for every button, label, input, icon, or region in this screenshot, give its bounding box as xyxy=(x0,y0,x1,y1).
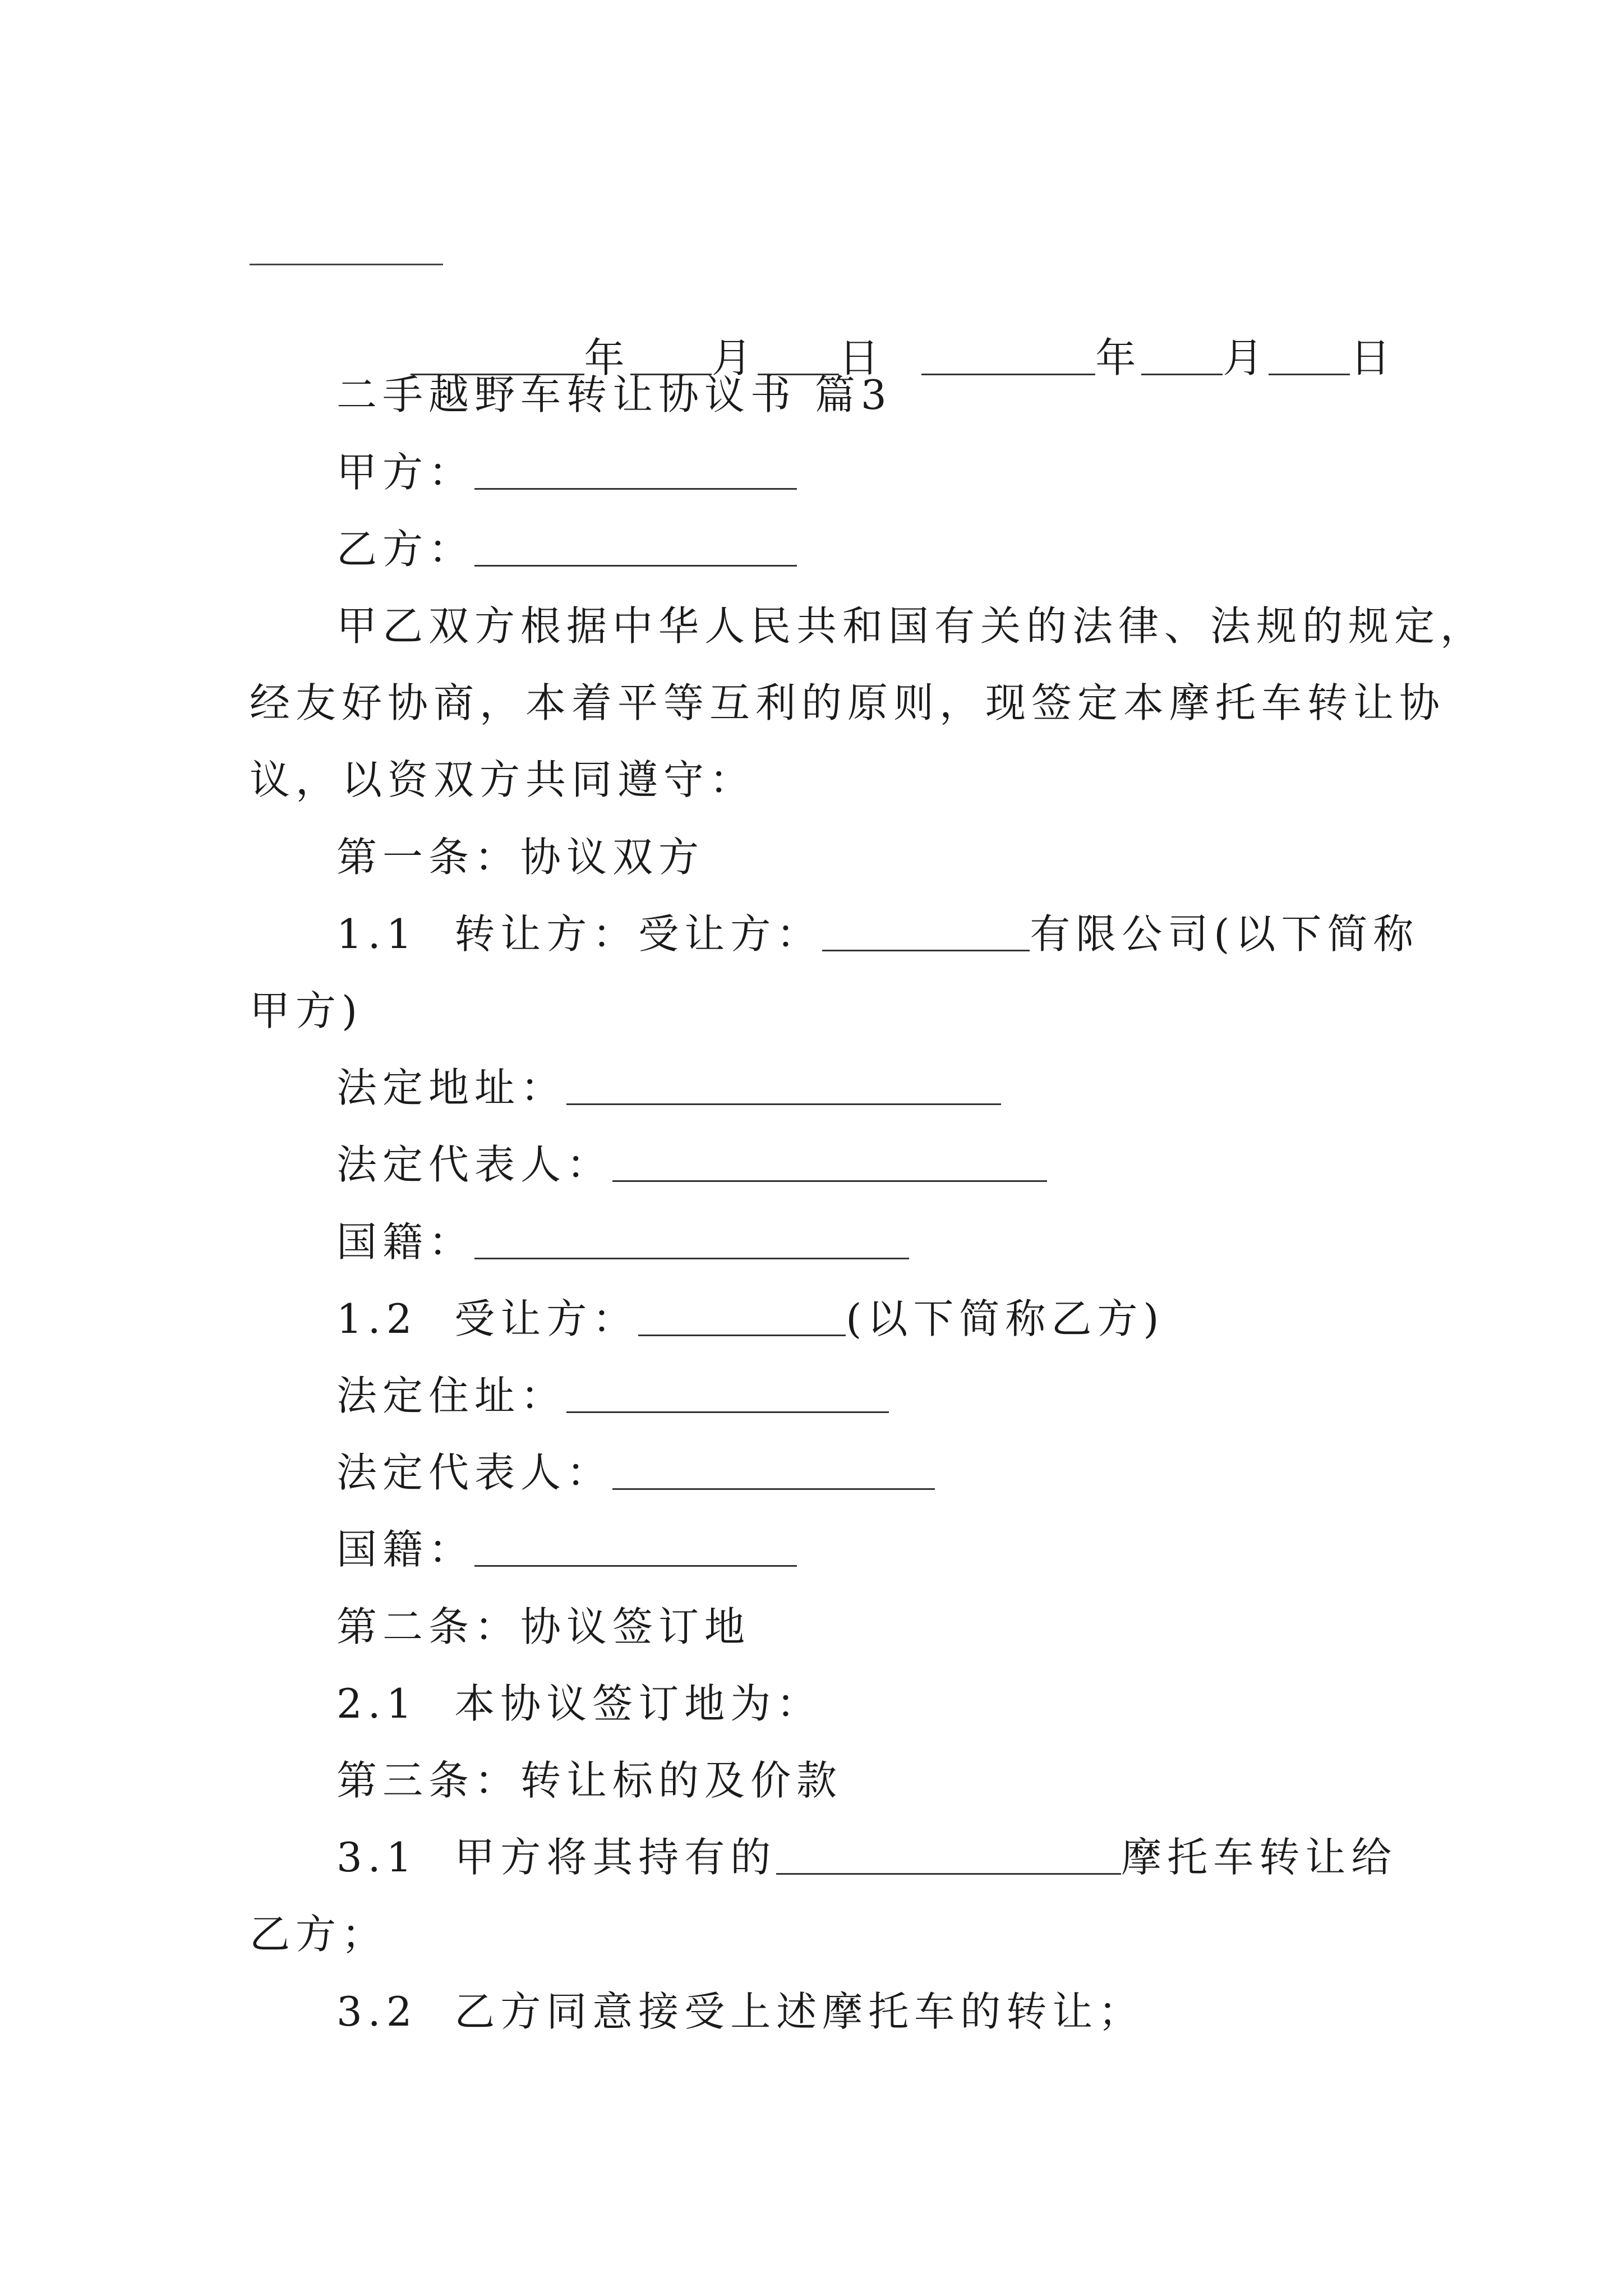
legal-address-line xyxy=(336,1064,1001,1111)
party-a-label: 甲方： xyxy=(336,449,475,496)
party-a-line xyxy=(336,449,797,496)
nationality-line xyxy=(336,1218,909,1266)
clause-3-2: 3.2 乙方同意接受上述摩托车的转让； xyxy=(336,1988,1145,2035)
document-title: 二手越野车转让协议书 篇3 xyxy=(336,371,892,418)
clause-3-1 xyxy=(336,1834,1398,1881)
blank-month-2 xyxy=(1141,370,1223,375)
legal-residence-blank xyxy=(566,1408,889,1413)
legal-rep-2-label: 法定代表人： xyxy=(336,1449,613,1496)
blank-year-2 xyxy=(921,370,1095,375)
legal-rep-label: 法定代表人： xyxy=(336,1141,613,1188)
nationality-2-label: 国籍： xyxy=(336,1526,475,1573)
party-b-line xyxy=(336,526,797,573)
clause-3-1-suffix: 摩托车转让给 xyxy=(1121,1834,1398,1881)
intro-line-1: 甲乙双方根据中华人民共和国有关的法律、法规的规定， xyxy=(336,602,1487,650)
party-b-label: 乙方： xyxy=(336,526,475,573)
legal-address-label: 法定地址： xyxy=(336,1064,567,1111)
month-label-2: 月 xyxy=(1223,334,1269,381)
clause-1-2-suffix: (以下简称乙方) xyxy=(846,1295,1165,1342)
clause-1-2-blank xyxy=(638,1331,846,1336)
legal-residence-line xyxy=(336,1372,889,1419)
clause-1-2 xyxy=(336,1295,1165,1342)
clause-1-1-prefix: 1.1 转让方：受让方： xyxy=(336,910,823,958)
intro-line-2: 经友好协商，本着平等互利的原则，现签定本摩托车转让协 xyxy=(250,679,1446,726)
nationality-blank xyxy=(474,1254,909,1259)
clause-1-1-blank xyxy=(822,946,1030,951)
clause-3-1-prefix: 3.1 甲方将其持有的 xyxy=(336,1834,777,1881)
article-2-title: 第二条：协议签订地 xyxy=(336,1603,751,1650)
clause-2-1: 2.1 本协议签订地为： xyxy=(336,1680,823,1727)
legal-address-blank xyxy=(566,1100,1001,1105)
nationality-2-line xyxy=(336,1526,797,1573)
year-label-2: 年 xyxy=(1095,334,1142,381)
intro-line-3: 议，以资双方共同遵守： xyxy=(250,756,756,803)
clause-1-1 xyxy=(336,910,1419,958)
top-signature-line xyxy=(250,264,443,265)
day-label-2: 日 xyxy=(1350,334,1396,381)
legal-rep-blank xyxy=(612,1177,1047,1182)
clause-3-1-blank xyxy=(776,1870,1121,1875)
clause-1-2-prefix: 1.2 受让方： xyxy=(336,1295,639,1342)
article-1-title: 第一条：协议双方 xyxy=(336,834,705,881)
article-3-title: 第三条：转让标的及价款 xyxy=(336,1757,843,1804)
nationality-2-blank xyxy=(474,1562,797,1567)
month-label-1: 月 xyxy=(711,334,758,381)
party-a-blank xyxy=(474,485,797,490)
year-label-1: 年 xyxy=(584,334,630,381)
clause-1-1-suffix: 有限公司(以下简称 xyxy=(1030,910,1419,958)
day-label-1: 日 xyxy=(838,334,885,381)
legal-rep-line xyxy=(336,1141,1047,1188)
legal-residence-label: 法定住址： xyxy=(336,1372,567,1419)
clause-3-1-continued: 乙方； xyxy=(250,1911,388,1958)
nationality-label: 国籍： xyxy=(336,1218,475,1266)
legal-rep-2-line xyxy=(336,1449,935,1496)
legal-rep-2-blank xyxy=(612,1485,935,1490)
blank-day-2 xyxy=(1269,370,1350,375)
party-b-blank xyxy=(474,562,797,567)
clause-1-1-continued: 甲方) xyxy=(250,987,363,1034)
